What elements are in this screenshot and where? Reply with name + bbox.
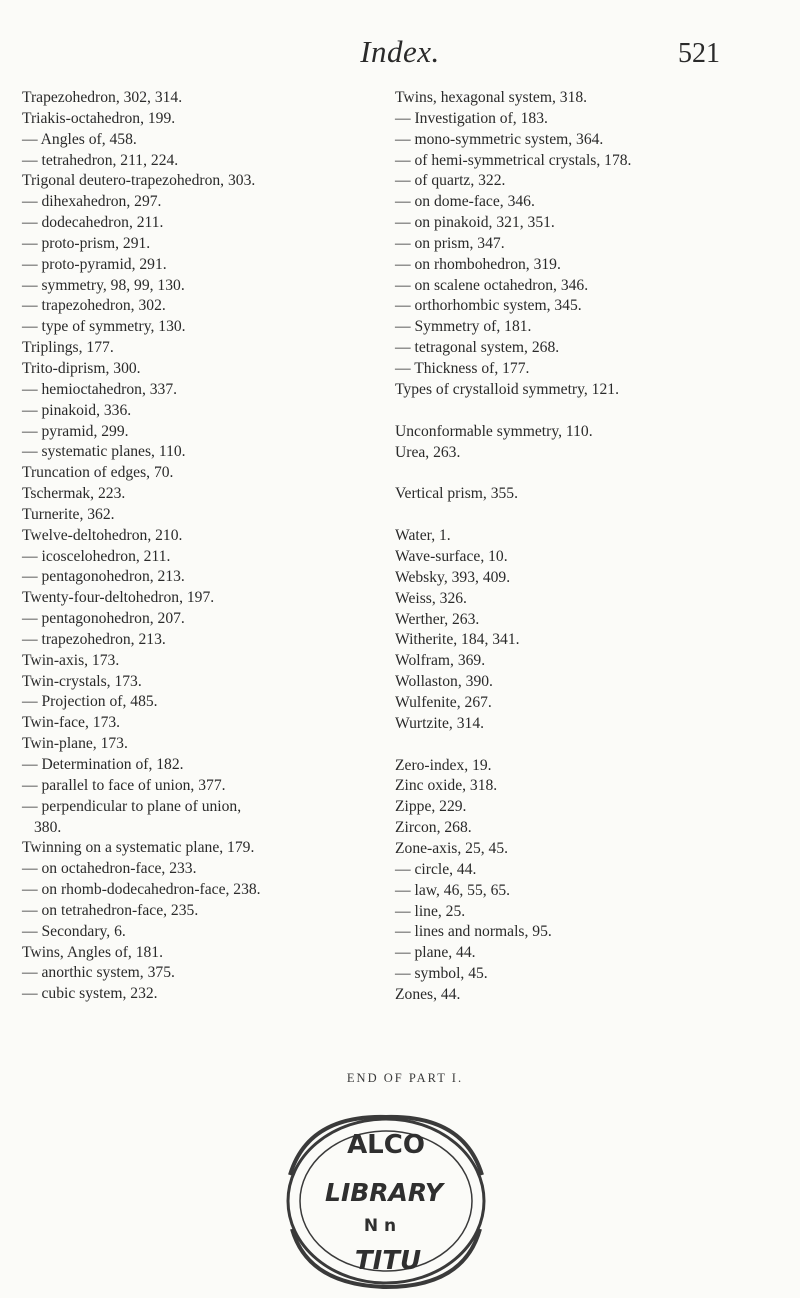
index-entry: — on rhombohedron, 319. xyxy=(395,255,561,273)
index-entry: Turnerite, 362. xyxy=(22,505,115,523)
end-of-part-note: END OF PART I. xyxy=(346,1071,464,1085)
index-entry: Twenty-four-deltohedron, 197. xyxy=(22,589,215,607)
index-entry: Twin-crystals, 173. xyxy=(22,672,142,690)
index-entry: Twins, Angles of, 181. xyxy=(22,943,163,961)
index-entry: — icoscelohedron, 211. xyxy=(22,547,171,565)
index-entry: — on rhomb-dodecahedron-face, 238. xyxy=(22,881,261,899)
index-entry: — plane, 44. xyxy=(395,944,476,962)
index-entry: — pyramid, 299. xyxy=(22,422,129,440)
index-entry: — anorthic system, 375. xyxy=(22,964,175,982)
index-entry: Werther, 263. xyxy=(395,610,480,628)
index-entry: Zone-axis, 25, 45. xyxy=(395,840,509,857)
stamp-top-text: ALCO xyxy=(347,1130,425,1160)
index-entry: Urea, 263. xyxy=(395,443,461,461)
index-entry: — Symmetry of, 181. xyxy=(395,318,532,336)
running-title: Index. xyxy=(360,34,440,69)
index-entry: Zero-index, 19. xyxy=(395,756,492,774)
index-entry: — on tetrahedron-face, 235. xyxy=(22,901,199,919)
index-entry: Water, 1. xyxy=(395,527,451,545)
stamp-middle-text: LIBRARY xyxy=(325,1178,443,1207)
index-entry: — lines and normals, 95. xyxy=(395,923,552,941)
index-entry: — on pinakoid, 321, 351. xyxy=(395,214,555,232)
entry-gap xyxy=(395,401,785,422)
index-entry: Twin-plane, 173. xyxy=(22,735,128,753)
index-entry: Weiss, 326. xyxy=(395,589,467,607)
stamp-lower-text: TITU xyxy=(354,1246,422,1276)
index-entry: — tetrahedron, 211, 224. xyxy=(22,151,179,169)
index-entry: Zinc oxide, 318. xyxy=(395,777,498,795)
index-entry: Trigonal deutero-trapezohedron, 303. xyxy=(22,172,256,190)
index-entry: — of quartz, 322. xyxy=(395,172,506,190)
index-entry: — symmetry, 98, 99, 130. xyxy=(22,276,185,294)
index-entry: Wolfram, 369. xyxy=(395,652,486,670)
index-entry: — pentagonohedron, 207. xyxy=(22,610,185,628)
index-entry: 380. xyxy=(34,818,62,836)
index-entry: Wulfenite, 267. xyxy=(395,693,492,711)
page-header xyxy=(0,34,800,74)
index-entry: — pinakoid, 336. xyxy=(22,401,132,419)
index-entry: Triplings, 177. xyxy=(22,339,114,357)
index-entry: — orthorhombic system, 345. xyxy=(395,297,582,315)
entry-gap xyxy=(395,735,785,756)
library-stamp xyxy=(268,1105,500,1291)
index-entry: Twins, hexagonal system, 318. xyxy=(395,89,588,106)
stamp-bottom-text: N n xyxy=(363,1216,397,1236)
index-entry: Trapezohedron, 302, 314. xyxy=(22,89,183,106)
index-entry: — Angles of, 458. xyxy=(22,130,137,148)
index-column-left xyxy=(22,88,380,1005)
index-entry: — trapezohedron, 302. xyxy=(22,297,166,315)
index-entry: — Thickness of, 177. xyxy=(395,359,530,377)
index-entry: — Projection of, 485. xyxy=(22,693,158,711)
index-entry: — type of symmetry, 130. xyxy=(22,318,186,336)
index-entry: Zones, 44. xyxy=(395,985,461,1003)
index-column-right xyxy=(395,88,785,1006)
index-entry: Vertical prism, 355. xyxy=(395,485,518,503)
index-entry: — tetragonal system, 268. xyxy=(395,339,560,357)
index-entry: — perpendicular to plane of union, xyxy=(22,797,242,815)
index-entry: — Determination of, 182. xyxy=(22,756,184,773)
index-entry: Witherite, 184, 341. xyxy=(395,631,520,649)
index-entry: Twin-axis, 173. xyxy=(22,651,120,669)
index-entry: Wave-surface, 10. xyxy=(395,548,508,566)
index-entry: — parallel to face of union, 377. xyxy=(22,776,226,794)
index-entry: — proto-pyramid, 291. xyxy=(22,255,167,273)
index-entry: Types of crystalloid symmetry, 121. xyxy=(395,380,619,398)
index-entry: Twelve-deltohedron, 210. xyxy=(22,526,183,544)
index-entry: — on scalene octahedron, 346. xyxy=(395,276,589,294)
index-entry: — on dome-face, 346. xyxy=(395,193,535,211)
page-number: 521 xyxy=(678,38,720,69)
entry-gap xyxy=(395,463,785,484)
index-entry: — systematic planes, 110. xyxy=(22,443,186,461)
index-entry: Trito-diprism, 300. xyxy=(22,359,141,377)
index-entry: — trapezohedron, 213. xyxy=(22,630,166,648)
index-entry: — mono-symmetric system, 364. xyxy=(395,130,604,148)
index-entry: Tschermak, 223. xyxy=(22,485,126,503)
index-entry: — hemioctahedron, 337. xyxy=(22,380,178,398)
index-entry: — law, 46, 55, 65. xyxy=(395,881,511,899)
index-entry: Unconformable symmetry, 110. xyxy=(395,422,593,440)
index-entry: — dihexahedron, 297. xyxy=(22,193,162,211)
index-entry: Websky, 393, 409. xyxy=(395,568,511,586)
index-entry: — on prism, 347. xyxy=(395,234,505,252)
index-entry: Truncation of edges, 70. xyxy=(22,464,174,482)
index-entry: Wollaston, 390. xyxy=(395,673,493,691)
index-entry: — line, 25. xyxy=(395,902,466,920)
entry-gap xyxy=(395,505,785,526)
index-entry: Twinning on a systematic plane, 179. xyxy=(22,839,255,857)
library-stamp-graphic xyxy=(268,1105,500,1291)
index-entry: — Secondary, 6. xyxy=(22,922,126,940)
index-entry: — cubic system, 232. xyxy=(22,985,158,1003)
index-entry: Triakis-octahedron, 199. xyxy=(22,109,176,127)
index-entry: — symbol, 45. xyxy=(395,965,488,983)
index-entry: Zircon, 268. xyxy=(395,819,472,837)
index-entry: — pentagonohedron, 213. xyxy=(22,568,185,586)
index-entry: Twin-face, 173. xyxy=(22,714,121,732)
index-entry: — proto-prism, 291. xyxy=(22,234,151,252)
index-entry: — dodecahedron, 211. xyxy=(22,214,164,232)
index-entry: — Investigation of, 183. xyxy=(395,109,548,127)
index-entry: — on octahedron-face, 233. xyxy=(22,860,197,878)
index-entry: — circle, 44. xyxy=(395,860,477,878)
index-entry: Wurtzite, 314. xyxy=(395,714,485,732)
index-entry: Zippe, 229. xyxy=(395,798,467,816)
index-entry: — of hemi-symmetrical crystals, 178. xyxy=(395,151,632,169)
